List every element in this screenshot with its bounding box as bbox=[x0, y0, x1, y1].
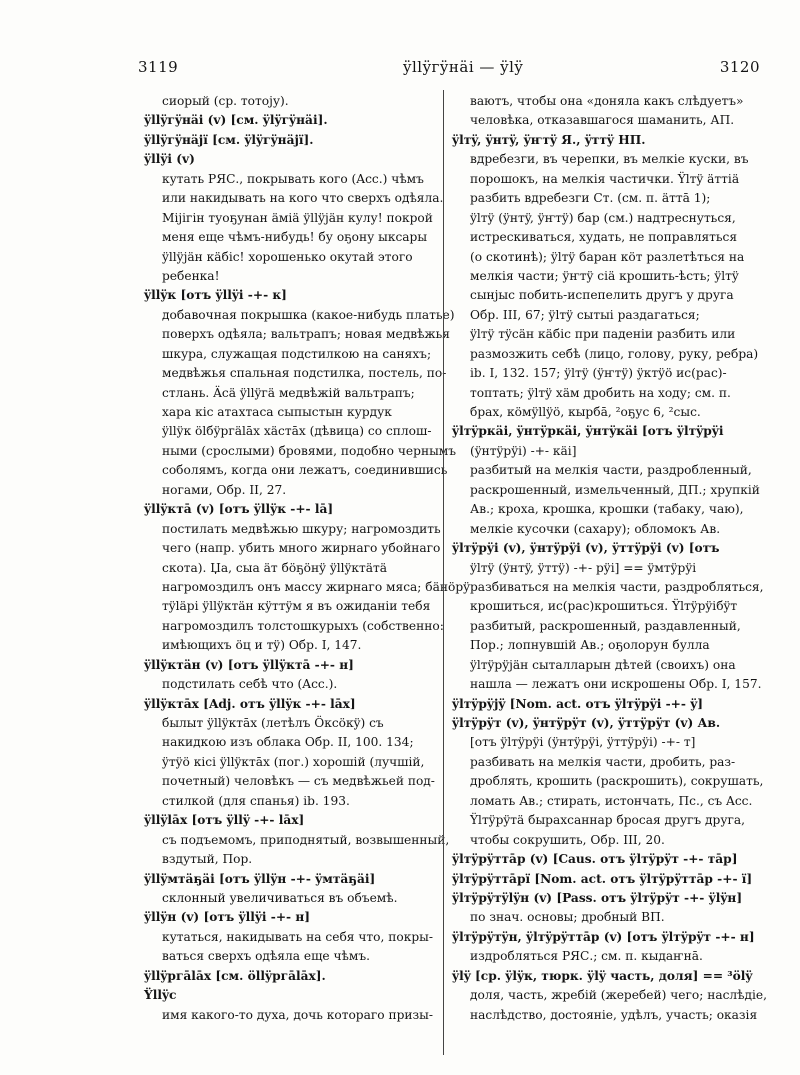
entry-line: ÿlтÿрÿjäн сыталларын дѣтей (своихъ) она bbox=[470, 657, 736, 672]
entry-line: имѣющихъ öц и тÿ) Обр. I, 147. bbox=[162, 638, 362, 653]
left-column bbox=[144, 92, 471, 1025]
headword-line: Ÿllÿс bbox=[144, 988, 177, 1003]
entry-line: ÿlтÿ (ÿнтÿ, ÿттÿ) -+- рÿi] == ÿмтÿрÿi bbox=[470, 560, 697, 575]
entry-line: мелкiя части; ÿҥтÿ сiä крошить-ѣсть; ÿlтÿ bbox=[470, 268, 739, 283]
entry-line: ломать Ав.; стирать, истончать, Пс., съ Acc. bbox=[470, 793, 753, 808]
headword-line: ÿlтÿрÿтÿн, ÿlтÿрÿттāр (v) [отъ ÿlтÿрÿт -+- н] bbox=[452, 929, 755, 944]
headword-line: ÿlтÿрÿттāрï [Nom. act. отъ ÿlтÿрÿттāр -+- ï] bbox=[452, 871, 753, 886]
entry-line: разбивать на мелкiя части, дробить, раз- bbox=[470, 754, 736, 769]
headword-line: ÿllÿктā (v) [отъ ÿllÿк -+- lā] bbox=[144, 502, 334, 517]
entry-line: былыт ÿllÿктāх (летѣлъ Öксöкÿ) съ bbox=[162, 716, 384, 730]
headword-line: ÿllÿi (v) bbox=[144, 152, 195, 167]
headword-line: ÿllÿlāх [отъ ÿllÿ -+- lāх] bbox=[144, 813, 305, 828]
headword-line: ÿllÿгÿнäi (v) [см. ÿlÿгÿнäi]. bbox=[144, 113, 328, 128]
entry-line: стилкой (для спанья) ib. 193. bbox=[162, 793, 350, 808]
entry-line: вздутый, Пор. bbox=[162, 852, 253, 867]
page-header bbox=[138, 58, 778, 82]
headword-line: ÿlтÿрÿт (v), ÿнтÿрÿт (v), ÿттÿрÿт (v) Ав. bbox=[452, 716, 721, 730]
entry-line: ÿllÿjäн кäбiс! хорошенько окутай этого bbox=[162, 249, 413, 264]
entry-line: ÿlтÿ тÿсäн кäбiс при паденiи разбить или bbox=[470, 327, 736, 342]
entry-line: Пор.; лопнувшiй Ав.; оҕолорун булла bbox=[470, 638, 710, 653]
entry-line: (о скотинѣ); ÿlтÿ баран кöт разлетѣться на bbox=[470, 249, 745, 264]
headword-line: ÿllÿктäн (v) [отъ ÿllÿктā -+- н] bbox=[144, 657, 354, 672]
entry-line: стлань. Äсä ÿllÿгä медвѣжiй вальтрапъ; bbox=[162, 385, 415, 400]
headword-line: ÿlтÿрÿттāр (v) [Caus. отъ ÿlтÿрÿт -+- тāр] bbox=[452, 852, 738, 867]
headword-line: ÿllÿмтäҕäi [отъ ÿllÿн -+- ÿмтäҕäi] bbox=[144, 871, 376, 886]
page-number-right: 3120 bbox=[719, 58, 760, 76]
entry-line: добавочная покрышка (какое-нибудь платье) bbox=[162, 307, 455, 322]
entry-line: постилать медвѣжью шкуру; нагромоздить bbox=[162, 521, 441, 536]
headword-line: ÿllÿк [отъ ÿllÿi -+- к] bbox=[144, 288, 287, 303]
headword-line: ÿlтÿ, ÿнтÿ, ÿҥтÿ Я., ÿттÿ НП. bbox=[452, 132, 646, 147]
entry-line: брах, кöмÿllÿö, кырбā, ²оҕус 6, ²сыс. bbox=[470, 405, 701, 419]
entry-line: порошокъ, на мелкiя частички. Ÿlтÿ äттiä bbox=[470, 171, 740, 186]
entry-line: доля, часть, жребiй (жеребей) чего; наслѣдiе, bbox=[470, 988, 768, 1003]
page-number-left: 3119 bbox=[138, 58, 179, 76]
headword-line: ÿlтÿрÿjÿ [Nom. act. отъ ÿlтÿрÿi -+- ÿ] bbox=[452, 696, 704, 711]
entry-line: меня еще чѣмъ-нибудь! бу оҕону ыксары bbox=[162, 230, 428, 245]
entry-line: скота). Џа, сыа äт бöҕöнÿ ÿllÿктäтä bbox=[162, 560, 388, 575]
entry-line: истрескиваться, худать, не поправляться bbox=[470, 230, 738, 245]
entry-line: мелкiе кусочки (сахару); обломокъ Ав. bbox=[470, 521, 721, 536]
entry-line: поверхъ одѣяла; вальтрапъ; новая медвѣжья bbox=[162, 327, 450, 342]
column-divider bbox=[443, 90, 444, 1055]
entry-line: имя какого-то духа, дочь котораго призы- bbox=[162, 1007, 433, 1022]
running-title: ÿllÿгÿнäi — ÿlÿ bbox=[403, 58, 524, 76]
entry-line: почетный) человѣкъ — съ медвѣжьей под- bbox=[162, 774, 435, 789]
entry-line: (ÿнтÿрÿi) -+- кäi] bbox=[470, 443, 577, 458]
headword-line: ÿllÿргālāх [см. öllÿргālāх]. bbox=[144, 968, 326, 983]
headword-line: ÿllÿн (v) [отъ ÿllÿi -+- н] bbox=[144, 910, 311, 925]
entry-line: разбитый на мелкiя части, раздробленный, bbox=[470, 463, 752, 478]
entry-line: топтать; ÿlтÿ хäм дробить на ходу; см. п. bbox=[470, 385, 731, 400]
entry-line: крошиться, ис(рас)крошиться. Ÿlтÿрÿiбÿт bbox=[470, 599, 738, 614]
entry-line: человѣка, отказавшагося шаманить, АП. bbox=[470, 113, 735, 128]
entry-line: дроблять, крошить (раскрошить), сокрушать, bbox=[470, 774, 764, 789]
entry-line: нагромоздилъ толстошкурыхъ (собственно: bbox=[162, 618, 444, 633]
entry-line: Мiјiгiн туоҕунан äмiä ÿllÿjäн кулу! покрой bbox=[162, 210, 433, 225]
entry-line: ÿllÿк ölбÿргälāх хäстāх (дѣвица) со сплош- bbox=[162, 424, 432, 439]
entry-line: ÿтÿö кiсi ÿllÿктāх (пог.) хорошiй (лучшiй, bbox=[162, 754, 425, 769]
entry-line: или накидывать на кого что сверхъ одѣяла. bbox=[162, 191, 444, 206]
entry-line: разбиваться на мелкiя части, раздробляться, bbox=[470, 579, 764, 594]
entry-line: кутать РЯС., покрывать кого (Acc.) чѣмъ bbox=[162, 171, 424, 186]
entry-line: ребенка! bbox=[162, 268, 220, 283]
entry-line: нагромоздилъ онъ массу жирнаго мяса; бäнöрÿ bbox=[162, 579, 471, 594]
entry-line: издробляться РЯС.; см. п. кыдаҥнā. bbox=[470, 949, 703, 964]
entry-line: по знач. основы; дробный ВП. bbox=[470, 910, 665, 925]
entry-line: ib. I, 132. 157; ÿlтÿ (ÿҥтÿ) ÿктÿö ис(рас)- bbox=[470, 366, 727, 381]
entry-line: тÿläрi ÿllÿктäн кÿттÿм я въ ожиданiи тебя bbox=[162, 599, 431, 614]
entry-line: Ав.; кроха, крошка, крошки (табаку, чаю), bbox=[470, 502, 744, 517]
entry-line: ваютъ, чтобы она «доняла какъ слѣдуетъ» bbox=[470, 94, 744, 108]
entry-line: нашла — лежатъ они искрошены Обр. I, 157. bbox=[470, 677, 762, 692]
entry-line: склонный увеличиваться въ объемѣ. bbox=[162, 890, 398, 905]
entry-line: медвѣжья спальная подстилка, постель, по- bbox=[162, 366, 447, 381]
entry-line: шкура, служащая подстилкою на саняхъ; bbox=[162, 346, 432, 361]
entry-line: съ подъемомъ, приподнятый, возвышенный, bbox=[162, 832, 450, 847]
entry-line: кутаться, накидывать на себя что, покры- bbox=[162, 929, 433, 944]
headword-line: ÿlтÿрÿi (v), ÿнтÿрÿi (v), ÿттÿрÿi (v) [отъ bbox=[452, 541, 720, 556]
entry-line: подстилать себѣ что (Acc.). bbox=[162, 677, 338, 692]
entry-line: наслѣдство, достоянiе, удѣлъ, участь; оказiя bbox=[470, 1007, 758, 1022]
entry-line: [отъ ÿlтÿрÿi (ÿнтÿрÿi, ÿттÿрÿi) -+- т] bbox=[470, 735, 696, 750]
entry-line: разбить вдребезги Ст. (см. п. äттā 1); bbox=[470, 191, 711, 206]
right-column bbox=[452, 92, 788, 1025]
entry-line: накидкою изъ облака Обр. II, 100. 134; bbox=[162, 735, 414, 750]
entry-line: соболямъ, когда они лежатъ, соединившись bbox=[162, 463, 448, 478]
entry-line: раскрошенный, измельченный, ДП.; хрупкiй bbox=[470, 482, 760, 497]
entry-line: разбитый, раскрошенный, раздавленный, bbox=[470, 618, 741, 633]
headword-line: ÿlтÿрÿтÿlÿн (v) [Pass. отъ ÿlтÿрÿт -+- ÿlÿн] bbox=[452, 890, 743, 905]
entry-line: ÿlтÿ (ÿнтÿ, ÿҥтÿ) бар (см.) надтреснуться, bbox=[470, 210, 736, 225]
entry-line: Ÿlтÿрÿтä бырахсаннар бросая другъ друга, bbox=[470, 813, 746, 828]
entry-line: хара кiс атахтаса сыпыстын курдук bbox=[162, 405, 392, 419]
entry-line: вдребезги, въ черепки, въ мелкiе куски, въ bbox=[470, 152, 749, 167]
headword-line: ÿllÿктāх [Adj. отъ ÿllÿк -+- lāх] bbox=[144, 696, 356, 711]
entry-line: сиорый (ср. тотоjу). bbox=[162, 94, 289, 108]
entry-line: ногами, Обр. II, 27. bbox=[162, 482, 287, 497]
entry-line: чего (напр. убить много жирнаго убойнаго bbox=[162, 541, 441, 556]
headword-line: ÿllÿгÿнäjï [см. ÿlÿгÿнäjï]. bbox=[144, 132, 314, 147]
entry-line: ными (срослыми) бровями, подобно чернымъ bbox=[162, 443, 456, 458]
entry-line: сынjыс побить-испепелить другъ у друга bbox=[470, 288, 734, 303]
entry-line: ваться сверхъ одѣяла еще чѣмъ. bbox=[162, 949, 371, 964]
headword-line: ÿlтÿркäi, ÿнтÿркäi, ÿнтÿкäi [отъ ÿlтÿрÿi bbox=[452, 424, 724, 439]
entry-line: размозжить себѣ (лицо, голову, руку, ребра) bbox=[470, 346, 759, 361]
entry-line: чтобы сокрушить, Обр. III, 20. bbox=[470, 832, 665, 847]
entry-line: Обр. III, 67; ÿlтÿ сытыi раздагаться; bbox=[470, 307, 700, 322]
headword-line: ÿlÿ [ср. ÿlÿк, тюрк. ÿlÿ часть, доля] == ³ölÿ bbox=[452, 968, 753, 983]
